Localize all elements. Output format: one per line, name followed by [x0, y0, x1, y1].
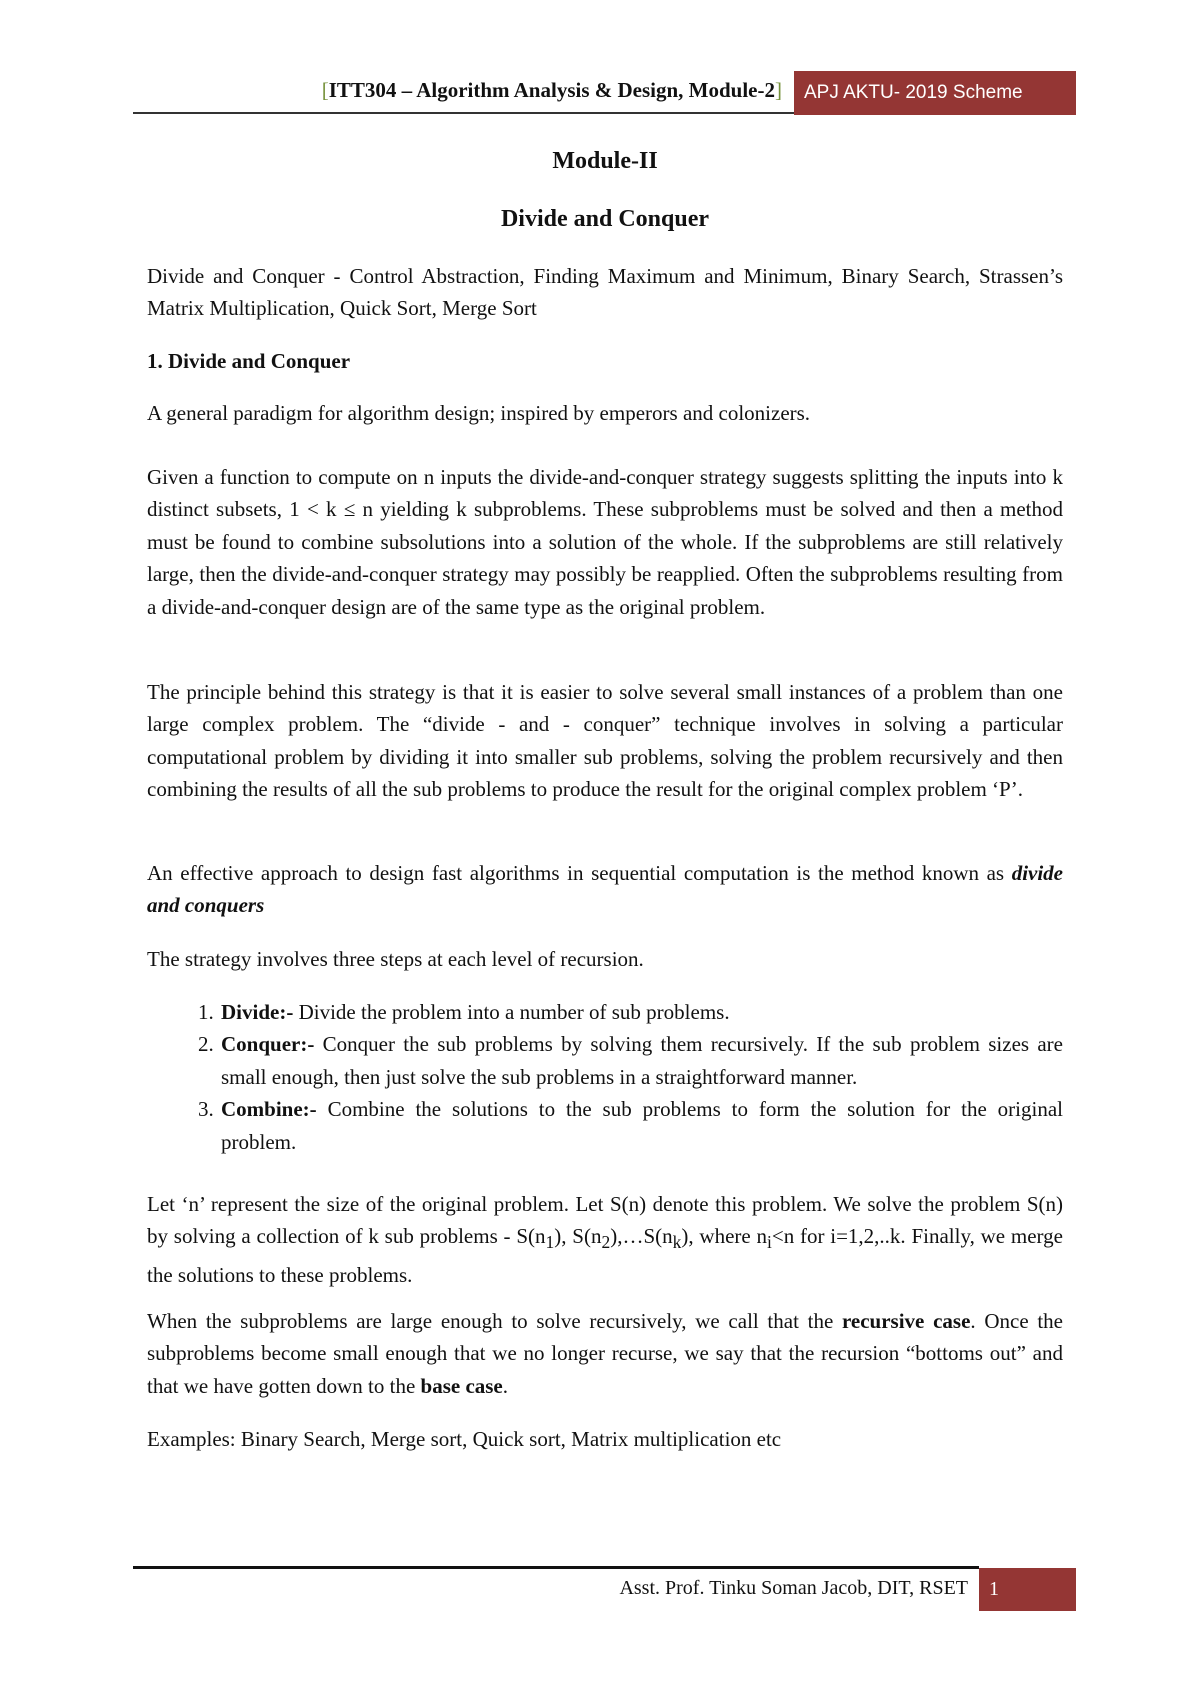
bold-term: base case: [420, 1373, 503, 1398]
list-item: [219, 1093, 1063, 1158]
paragraph: The strategy involves three steps at each level of recursion.: [147, 947, 644, 971]
bracket: [: [321, 78, 329, 102]
subscript: i: [766, 1232, 772, 1253]
footer-author: Asst. Prof. Tinku Soman Jacob, DIT, RSET: [619, 1577, 968, 1599]
subscript: k: [672, 1232, 682, 1253]
chapter-title: Divide and Conquer: [500, 206, 710, 232]
text: ),…S(n: [610, 1224, 673, 1249]
step-label: Divide:-: [221, 1000, 294, 1024]
bold-term: recursive case: [841, 1309, 971, 1333]
paragraph: Examples: Binary Search, Merge sort, Quick sort, Matrix multiplication etc: [147, 1427, 782, 1451]
scheme-badge: APJ AKTU- 2019 Scheme: [794, 71, 1076, 115]
paragraph: The principle behind this strategy is that it is easier to solve several small instances of a problem than one large complex problem. The “divide - and - conquer” technique involves in solving a particular computational problem by dividing it into smaller sub problems, solving the problem recursively and then combining the results of all the sub problems to produce the result for the original complex problem ‘P’.: [147, 680, 1063, 802]
text: . Once the subproblems become small enough that we no longer recurse, we say that the recursion “bottoms out” and that we have gotten down to the: [147, 1309, 1063, 1398]
text: <n for i=1,2,..k. Finally, we merge the solutions to these problems.: [147, 1224, 1063, 1287]
step-label: Conquer:-: [221, 1032, 315, 1057]
emphasis: divide and conquers: [147, 861, 1063, 918]
page-number: 1: [979, 1568, 1076, 1611]
module-title: Module-II: [552, 148, 658, 174]
text: An effective approach to design fast algorithms in sequential computation is the method known as: [147, 861, 1012, 885]
topics: Divide and Conquer - Control Abstraction, Finding Maximum and Minimum, Binary Search, Strassen’s Matrix Multiplication, Quick Sort, Merge Sort: [147, 264, 1063, 321]
list-item: [219, 1028, 1063, 1093]
footer-rule: [133, 1566, 979, 1569]
step-text: Divide the problem into a number of sub problems.: [293, 1000, 730, 1024]
paragraph: Given a function to compute on n inputs the divide-and-conquer strategy suggests splitting the inputs into k distinct subsets, 1 < k ≤ n yielding k subproblems. These subproblems must be solved and then a method must be found to combine subsolutions into a solution of the whole. If the subproblems are still relatively large, then the divide-and-conquer strategy may possibly be reapplied. Often the subproblems resulting from a divide-and-conquer design are of the same type as the original problem.: [147, 465, 1063, 619]
text: When the subproblems are large enough to solve recursively, we call that the: [147, 1309, 842, 1333]
text: .: [502, 1373, 509, 1398]
header-title: ITT304 – Algorithm Analysis & Design, Module-2: [328, 78, 775, 102]
header-rule: [133, 112, 794, 114]
running-header: [322, 78, 782, 103]
section-heading: 1. Divide and Conquer: [147, 349, 351, 373]
paragraph: [147, 857, 1063, 922]
subscript: 2: [601, 1232, 611, 1253]
step-text: Conquer the sub problems by solving them recursively. If the sub problem sizes are small enough, then just solve the sub problems in a straightforward manner.: [221, 1032, 1063, 1089]
bracket: ]: [775, 78, 782, 102]
step-label: Combine:-: [221, 1097, 317, 1122]
paragraph: [147, 1305, 1063, 1402]
paragraph: A general paradigm for algorithm design; inspired by emperors and colonizers.: [147, 401, 811, 425]
text: ), where n: [681, 1224, 767, 1249]
steps-list: [147, 996, 1063, 1158]
subscript: 1: [545, 1232, 555, 1253]
text: ), S(n: [554, 1224, 602, 1249]
list-item: [219, 996, 1063, 1028]
text: Let ‘n’ represent the size of the original problem. Let S(n) denote this problem. We solve the problem S(n) by solving a collection of k sub problems - S(n: [147, 1192, 1063, 1249]
step-text: Combine the solutions to the sub problems to form the solution for the original problem.: [221, 1097, 1063, 1154]
paragraph: [147, 1188, 1063, 1291]
